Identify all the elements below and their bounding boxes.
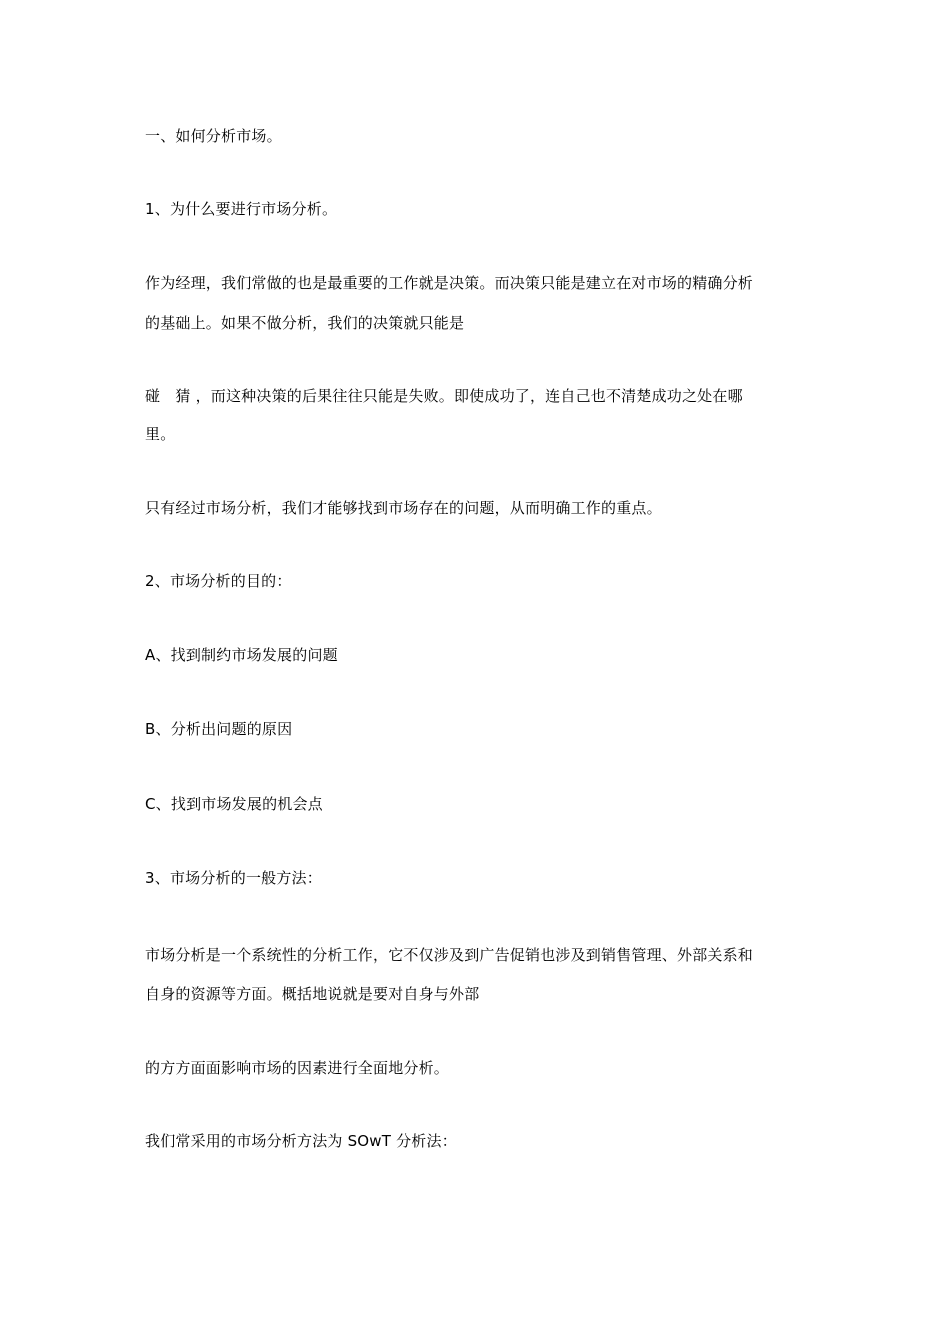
paragraph-line: 只有经过市场分析，我们才能够找到市场存在的问题，从而明确工作的重点。 [145, 499, 662, 517]
subheading-purpose: 2、市场分析的目的： [145, 572, 292, 590]
subheading-why-analysis: 1、为什么要进行市场分析。 [145, 200, 338, 218]
section-heading: 一、如何分析市场。 [145, 127, 282, 145]
paragraph-line: 市场分析是一个系统性的分析工作，它不仅涉及到广告促销也涉及到销售管理、外部关系和 [145, 946, 754, 964]
list-item: A、找到制约市场发展的问题 [145, 646, 338, 664]
paragraph-line: 的基础上。如果不做分析，我们的决策就只能是 [145, 314, 465, 332]
list-item: C、找到市场发展的机会点 [145, 795, 323, 813]
paragraph-line: 里。 [145, 425, 176, 443]
subheading-method: 3、市场分析的一般方法： [145, 869, 322, 887]
paragraph-line: 碰 猜 ，而这种决策的后果往往只能是失败。即使成功了，连自己也不清楚成功之处在哪 [145, 387, 743, 405]
paragraph-line: 我们常采用的市场分析方法为 SOwT 分析法： [145, 1132, 457, 1150]
list-item: B、分析出问题的原因 [145, 720, 293, 738]
paragraph-line: 自身的资源等方面。概括地说就是要对自身与外部 [145, 985, 480, 1003]
paragraph-line: 的方方面面影响市场的因素进行全面地分析。 [145, 1059, 450, 1077]
paragraph-line: 作为经理，我们常做的也是最重要的工作就是决策。而决策只能是建立在对市场的精确分析 [145, 274, 754, 292]
